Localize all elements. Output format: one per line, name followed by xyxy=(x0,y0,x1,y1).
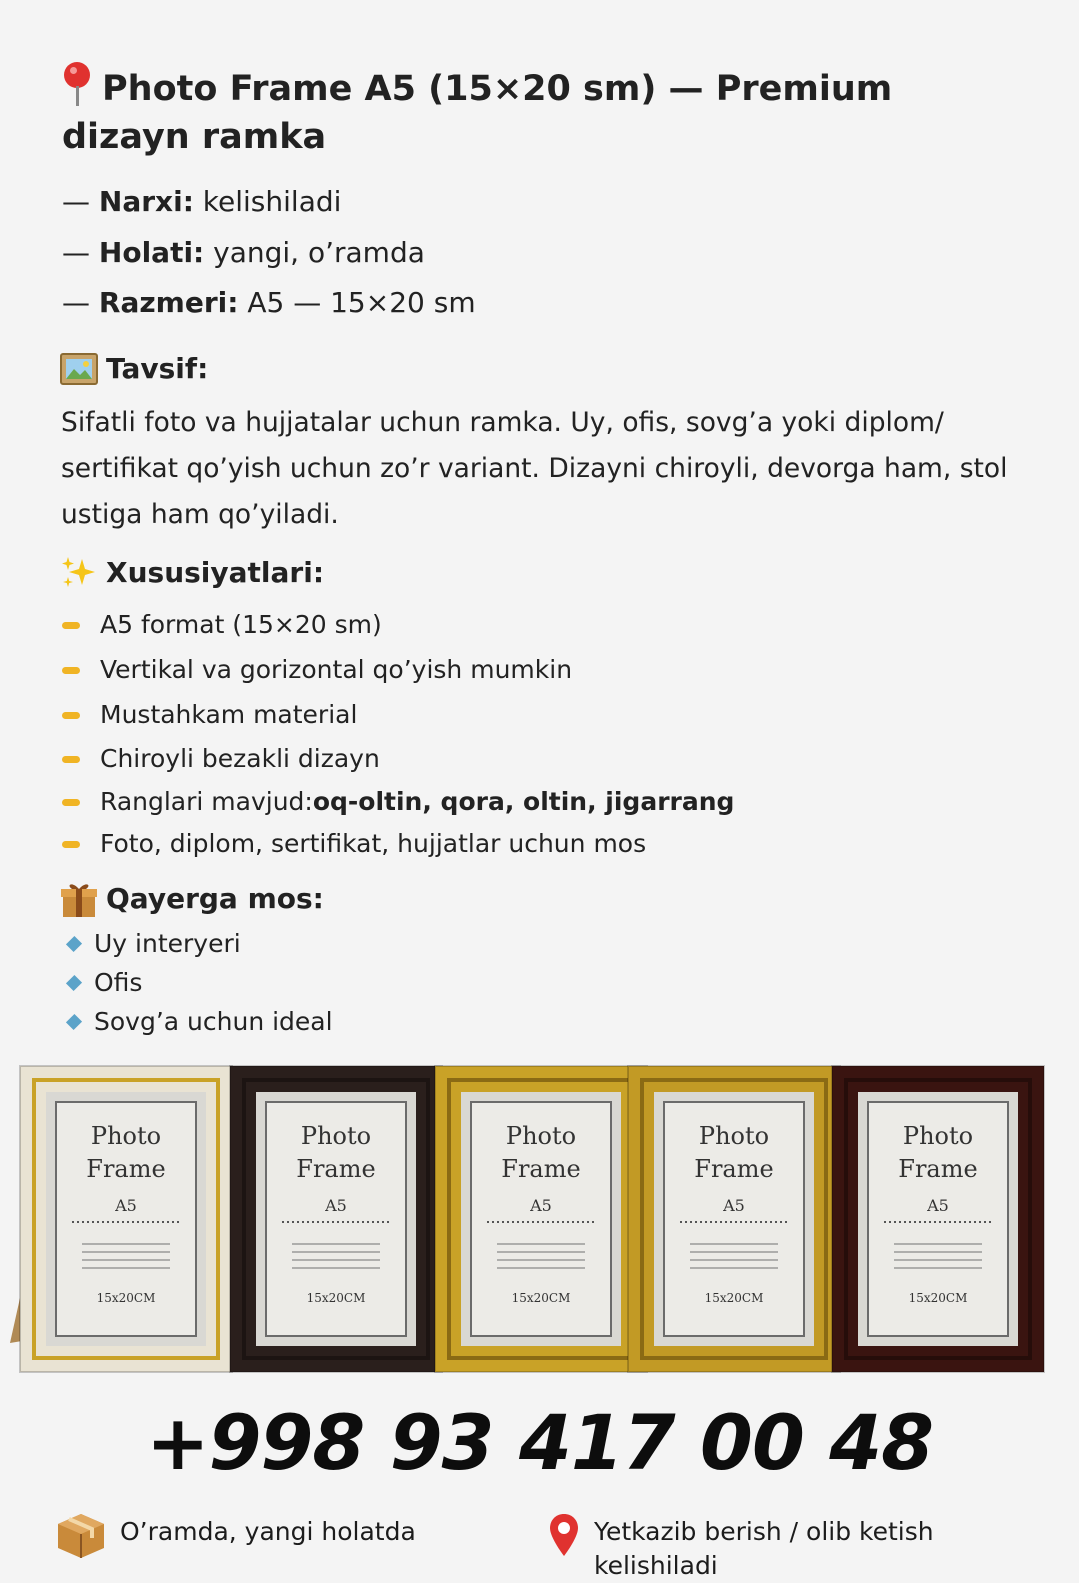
frame-text-format: A5 xyxy=(927,1196,949,1215)
places-heading: Qayerga mos: xyxy=(60,880,324,918)
spec-condition: — Holati: yangi, o’ramda xyxy=(62,236,425,269)
framed-picture-icon xyxy=(60,351,98,387)
frame-text-photo: Photo xyxy=(902,1122,974,1150)
spec-price: — Narxi: kelishiladi xyxy=(62,185,342,218)
footer-packaging: O’ramda, yangi holatda xyxy=(56,1512,416,1567)
place-item: Uy interyeri xyxy=(64,927,241,961)
footer-delivery: Yetkazib berish / olib ketish kelishiladi xyxy=(548,1512,1008,1583)
page-title: Photo Frame A5 (15×20 sm) — Premium dizayn ramka xyxy=(62,62,1022,161)
frame-text-photo: Photo xyxy=(698,1122,770,1150)
frame-text-format: A5 xyxy=(723,1196,745,1215)
frame-text-frame: Frame xyxy=(694,1155,774,1183)
frame-text-photo: Photo xyxy=(90,1122,162,1150)
frame-text-format: A5 xyxy=(530,1196,552,1215)
round-pushpin-icon xyxy=(62,62,92,106)
bullet-icon xyxy=(62,712,80,719)
frame-text-frame: Frame xyxy=(501,1155,581,1183)
frame-text-size: 15x20CM xyxy=(306,1291,366,1305)
place-item: Sovg’a uchun ideal xyxy=(64,1005,333,1039)
frame-text-size: 15x20CM xyxy=(511,1291,571,1305)
feature-item: Foto, diplom, sertifikat, hujjatlar uchun mos xyxy=(62,827,646,861)
feature-item: A5 format (15×20 sm) xyxy=(62,608,382,642)
sparkles-icon xyxy=(60,555,98,591)
frame-text-format: A5 xyxy=(325,1196,347,1215)
bullet-icon xyxy=(62,799,80,806)
frame-text-frame: Frame xyxy=(86,1155,166,1183)
diamond-bullet-icon xyxy=(66,975,82,991)
frame-text-frame: Frame xyxy=(296,1155,376,1183)
phone-number: +998 93 417 00 48 xyxy=(145,1398,934,1487)
bullet-icon xyxy=(62,622,80,629)
location-pin-icon xyxy=(548,1512,580,1567)
frame-text-photo: Photo xyxy=(300,1122,372,1150)
frame-text-photo: Photo xyxy=(505,1122,577,1150)
photo-frame xyxy=(230,1066,442,1372)
photo-frame xyxy=(20,1066,232,1372)
description-text: Sifatli foto va hujjatalar uchun ramka. Uy, ofis, sovg’a yoki diplom/ sertifikat qo’yish uchun zo’r variant. Dizayni chiroyli, devorga ham, stol ustiga ham qo’yiladi. xyxy=(61,407,1008,530)
bullet-icon xyxy=(62,756,80,763)
diamond-bullet-icon xyxy=(66,936,82,952)
feature-item: Vertikal va gorizontal qo’yish mumkin xyxy=(62,653,572,687)
frame-text-frame: Frame xyxy=(898,1155,978,1183)
spec-size: — Razmeri: A5 — 15×20 sm xyxy=(62,286,476,319)
photo-frame xyxy=(435,1066,647,1372)
product-frames-image xyxy=(0,1058,1079,1380)
features-heading: Xususiyatlari: xyxy=(60,554,324,592)
feature-item-colors: Ranglari mavjud: oq-oltin, qora, oltin, jigarrang xyxy=(62,785,734,819)
frame-text-size: 15x20CM xyxy=(96,1291,156,1305)
frame-text-size: 15x20CM xyxy=(908,1291,968,1305)
package-icon xyxy=(56,1512,106,1567)
bullet-icon xyxy=(62,841,80,848)
bullet-icon xyxy=(62,667,80,674)
gift-icon xyxy=(60,881,98,917)
photo-frame xyxy=(832,1066,1044,1372)
diamond-bullet-icon xyxy=(66,1014,82,1030)
feature-item: Chiroyli bezakli dizayn xyxy=(62,742,380,776)
photo-frame xyxy=(628,1066,840,1372)
frame-text-size: 15x20CM xyxy=(704,1291,764,1305)
feature-item: Mustahkam material xyxy=(62,698,357,732)
frame-text-format: A5 xyxy=(115,1196,137,1215)
place-item: Ofis xyxy=(64,966,142,1000)
tavsif-heading: Tavsif: xyxy=(60,350,208,388)
